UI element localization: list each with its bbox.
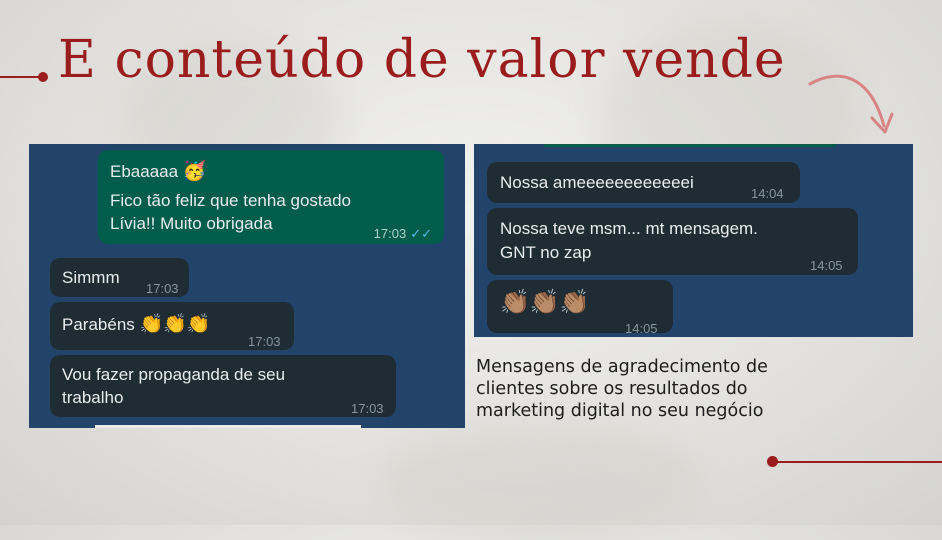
curved-arrow-icon — [808, 70, 894, 142]
message-text: Vou fazer propaganda de seu — [62, 365, 286, 384]
decorative-line-right — [774, 461, 942, 463]
party-face-emoji: 🥳 — [182, 161, 207, 182]
caption-line: clientes sobre os resultados do — [476, 379, 748, 399]
clapping-hands-emoji: 👏🏽👏🏽👏🏽 — [500, 289, 590, 316]
background-blur — [380, 420, 700, 540]
caption-line: marketing digital no seu negócio — [476, 401, 764, 421]
incoming-message — [50, 302, 294, 350]
decorative-line-left — [0, 76, 40, 78]
message-text: Nossa ameeeeeeeeeeeei — [500, 173, 694, 192]
message-time: 17:03 — [351, 401, 384, 416]
message-time: 17:03 — [248, 334, 281, 349]
caption-line: Mensagens de agradecimento de — [476, 357, 768, 377]
message-text: Simmm — [62, 268, 120, 287]
message-text: Lívia!! Muito obrigada — [110, 214, 273, 233]
message-text: Nossa teve msm... mt mensagem. — [500, 219, 758, 238]
screenshot-edge — [95, 425, 361, 428]
message-time: 14:05 — [810, 258, 843, 273]
cropped-outgoing-message — [544, 144, 836, 147]
message-text: Fico tão feliz que tenha gostado — [110, 191, 351, 210]
message-text: GNT no zap — [500, 243, 592, 262]
message-text: Parabéns — [62, 315, 135, 334]
clapping-hands-emoji: 👏👏👏 — [139, 314, 211, 335]
message-time: 17:03 ✓✓ — [373, 226, 432, 241]
incoming-message — [50, 258, 189, 297]
incoming-message — [487, 208, 858, 275]
message-time: 14:04 — [751, 186, 784, 201]
caption-text — [476, 356, 876, 422]
message-time: 17:03 — [146, 281, 179, 296]
double-check-icon: ✓✓ — [410, 226, 432, 241]
chat-screenshot-left — [29, 144, 465, 428]
message-time: 14:05 — [625, 321, 658, 336]
page-title: E conteúdo de valor vende — [58, 30, 786, 90]
message-text: Ebaaaaa — [110, 162, 179, 181]
decorative-dot-left — [38, 72, 48, 82]
incoming-message — [50, 355, 396, 417]
incoming-message — [487, 280, 673, 336]
outgoing-message — [98, 150, 444, 244]
incoming-message — [487, 162, 800, 203]
message-text: trabalho — [62, 388, 124, 407]
chat-screenshot-right — [474, 144, 913, 337]
